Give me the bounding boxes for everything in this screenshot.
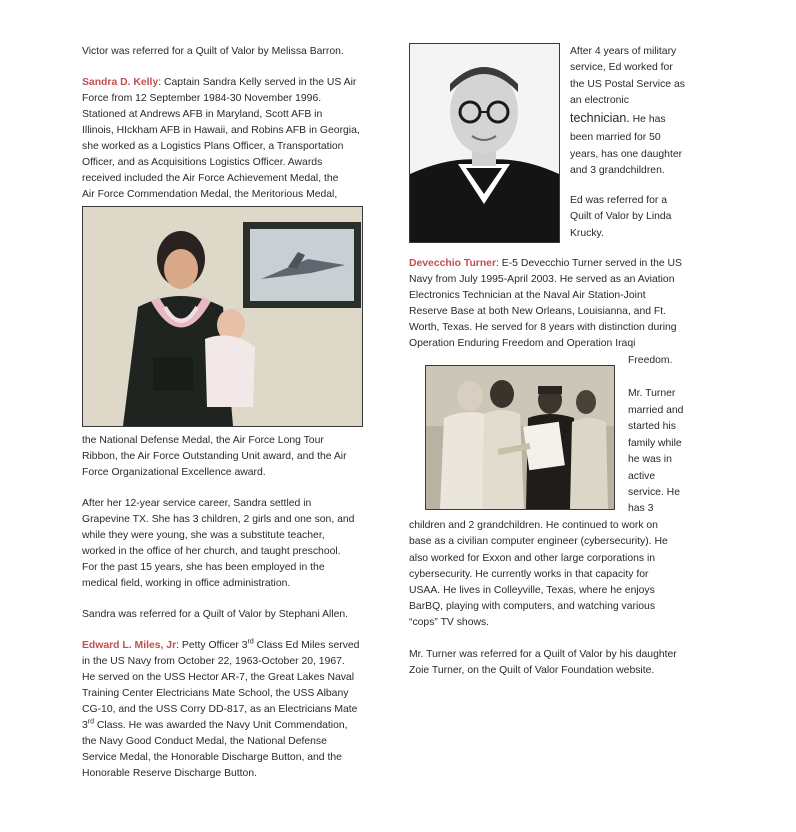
turner-side-line: has 3 [628,503,654,514]
edward-name: Edward L. Miles, Jr [82,640,177,651]
ed-side-line: technician. He has [570,111,666,125]
turner-after-line: also worked for Exxon and other large corporations in [409,553,656,564]
turner-side-line: service. He [628,487,680,498]
devecchio-freedom: Freedom. [628,355,673,366]
ed-side-line: been married for 50 [570,132,661,143]
sandra-career-line: while they were young, she was a substitute teacher, [82,530,325,541]
devecchio-photo [425,365,615,510]
ed-miles-photo [409,43,560,243]
sandra-line: Officer, and as Acquisitions Logistics Officer. Awards [82,157,323,168]
sandra-career-line: medical field, working in office administration. [82,578,291,589]
edward-line: 3rd Class. He was awarded the Navy Unit Commendation, [82,718,348,731]
ed-side-line: the US Postal Service as [570,79,685,90]
turner-side-line: Mr. Turner [628,388,676,399]
turner-after-line: BarBQ, playing with computers, and watching various [409,601,656,612]
devecchio-line-1: Devecchio Turner: E-5 Devecchio Turner served in the US [409,258,682,269]
devecchio-line: Worth, Texas. He served for 8 years with distinction during [409,322,677,333]
edward-line: He served on the USS Hector AR-7, the Great Lakes Naval [82,672,355,683]
ed-side-line: and 3 grandchildren. [570,165,665,176]
devecchio-line: Navy from July 1995-April 2003. He served as an Aviation [409,274,675,285]
edward-line: Honorable Reserve Discharge Button. [82,768,258,779]
turner-after-line: cybersecurity. He currently works in that capacity for [409,569,649,580]
sandra-career-line: After her 12-year service career, Sandra settled in [82,498,312,509]
turner-after-line: “cops” TV shows. [409,617,490,628]
sandra-after-line: Force Organizational Excellence award. [82,467,266,478]
ed-referral-line: Ed was referred for a [570,195,668,206]
sandra-line: Stationed at Andrews AFB in Maryland, Scott AFB in [82,109,323,120]
sandra-line: she worked as a Logistics Plans Officer, a Transportation [82,141,344,152]
turner-after-line: USAA. He lives in Colleyville, Texas, where he enjoys [409,585,655,596]
ed-referral-line: Quilt of Valor by Linda [570,211,672,222]
sandra-line: received included the Air Force Achievement Medal, the [82,173,339,184]
sandra-after-line: Ribbon, the Air Force Outstanding Unit award, and the Air [82,451,347,462]
victor-referral: Victor was referred for a Quilt of Valor by Melissa Barron. [82,46,344,57]
sandra-career-line: For the past 15 years, she has been employed in the [82,562,325,573]
turner-side-line: started his [628,421,676,432]
sandra-line: Force from 12 September 1984-30 November 1996. [82,93,322,104]
ed-referral-line: Krucky. [570,228,604,239]
ed-side-line: After 4 years of military [570,46,677,57]
devecchio-line: Electronics Technician at the Naval Air Station-Joint [409,290,646,301]
sandra-after-line: the National Defense Medal, the Air Force Long Tour [82,435,324,446]
sandra-line: Air Force Commendation Medal, the Meritorious Medal, [82,189,338,200]
devecchio-line: Operation Enduring Freedom and Operation Iraqi [409,338,636,349]
turner-after-line: children and 2 grandchildren. He continued to work on [409,520,658,531]
edward-line: the Navy Good Conduct Medal, the National Defense [82,736,327,747]
sandra-line: Illinois, HIckham AFB in Hawaii, and Robins AFB in Georgia, [82,125,360,136]
ed-side-line: years, has one daughter [570,149,683,160]
turner-side-line: married and [628,405,684,416]
devecchio-name: Devecchio Turner [409,258,497,269]
sandra-referral: Sandra was referred for a Quilt of Valor by Stephani Allen. [82,609,349,620]
turner-side-line: he was in [628,454,672,465]
edward-line: CG-10, and the USS Corry DD-817, as an Electricians Mate [82,704,358,715]
turner-referral-line: Zoie Turner, on the Quilt of Valor Foundation website. [409,665,655,676]
turner-side-line: active [628,471,656,482]
edward-line: Service Medal, the Honorable Discharge Button, and the [82,752,342,763]
turner-referral-line: Mr. Turner was referred for a Quilt of Valor by his daughter [409,649,677,660]
edward-line: in the US Navy from October 22, 1963-October 20, 1967. [82,656,345,667]
turner-after-line: base as a civilian computer engineer (cybersecurity). He [409,536,668,547]
ed-side-line: service, Ed worked for [570,62,673,73]
ed-side-line: an electronic [570,95,629,106]
sandra-line-1: Sandra D. Kelly: Captain Sandra Kelly served in the US Air [82,77,357,88]
edward-line-1: Edward L. Miles, Jr: Petty Officer 3rd Class Ed Miles served [82,638,360,651]
sandra-name: Sandra D. Kelly [82,77,159,88]
edward-line: Training Center Electricians Mate School, the USS Albany [82,688,349,699]
sandra-career-line: worked in the office of her church, and taught preschool. [82,546,341,557]
turner-side-line: family while [628,438,682,449]
sandra-career-line: Grapevine TX. She has 3 children, 2 girls and one son, and [82,514,355,525]
sandra-photo [82,206,363,427]
devecchio-line: Reserve Base at both New Orleans, Louisianna, and Ft. [409,306,667,317]
